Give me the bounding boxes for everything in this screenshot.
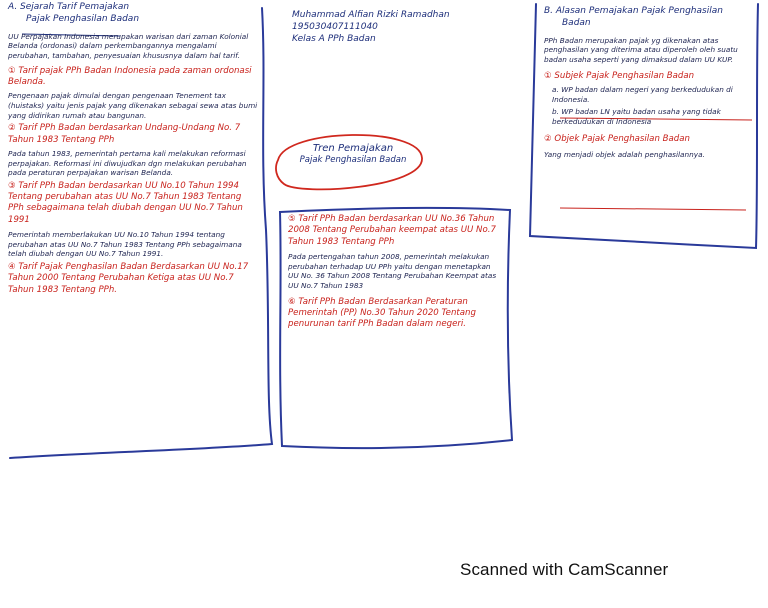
left-item2-heading: ② Tarif PPh Badan berdasarkan Undang-Undang No. 7 Tahun 1983 Tentang PPh [8, 123, 241, 145]
right-title-line1: B. Alasan Pemajakan Pajak Penghasilan [544, 6, 723, 16]
left-title-line1: A. Sejarah Tarif Pemajakan [8, 2, 130, 12]
bubble-line1: Tren Pemajakan [312, 143, 394, 154]
left-item1-heading: ① Tarif pajak PPh Badan Indonesia pada zaman ordonasi Belanda. [8, 65, 252, 87]
right-objek-heading: ② Objek Pajak Penghasilan Badan [544, 134, 690, 145]
author-name: Muhammad Alfian Rizki Ramadhan [292, 10, 450, 20]
left-title-line2: Pajak Penghasilan Badan [26, 13, 140, 24]
right-subjek-a: a. WP badan dalam negeri yang berkedudukan di Indonesia. [552, 84, 733, 104]
author-nim: 195030407111040 [292, 21, 378, 32]
middle-item6-heading: ⑥ Tarif PPh Badan Berdasarkan Peraturan Pemerintah (PP) No.30 Tahun 2020 Tentang penurunan tarif PPh Badan dalam negeri. [288, 296, 476, 330]
left-item3-heading: ③ Tarif PPh Badan berdasarkan UU No.10 Tahun 1994 Tentang perubahan atas UU No.7 Tahun 1983 Tentang PPh sebagaimana telah diubah dengan UU No.7 Tahun 1991 [8, 180, 243, 225]
right-section [544, 6, 754, 159]
right-objek-underline [560, 208, 746, 210]
author-kelas: Kelas A PPh Badan [292, 33, 376, 44]
right-objek-body: Yang menjadi objek adalah penghasilannya. [544, 149, 705, 159]
left-item4-heading: ④ Tarif Pajak Penghasilan Badan Berdasarkan UU No.17 Tahun 2000 Tentang Perubahan Ketiga atas UU No.7 Tahun 1983 Tentang PPh. [8, 262, 249, 295]
middle-item5-heading: ⑤ Tarif PPh Badan berdasarkan UU No.36 Tahun 2008 Tentang Perubahan keempat atas UU No.7 Tahun 1983 Tentang PPh [288, 214, 496, 247]
right-title-line2: Badan [562, 17, 591, 28]
camscanner-watermark: Scanned with CamScanner [460, 560, 669, 579]
right-subjek-b: b. WP badan LN yaitu badan usaha yang tidak berkedudukan di Indonesia [552, 107, 721, 126]
left-item2-body: Pada tahun 1983, pemerintah pertama kali melakukan reformasi perpajakan. Reformasi ini diwujudkan dgn melakukan perubahan pada peraturan perpajakan warisan Belanda. [8, 148, 247, 178]
bubble-line2: Pajak Penghasilan Badan [299, 155, 407, 166]
left-item3-body: Pemerintah memberlakukan UU No.10 Tahun 1994 tentang perubahan atas UU No.7 Tahun 1983 Tentang PPh sebagaimana telah diubah dengan UU No.7 Tahun 1991. [8, 230, 242, 259]
left-item1-body: Pengenaan pajak dimulai dengan pengenaan Tenement tax (huistaks) yaitu jenis pajak yang dikenakan sebagai sewa atas bumi yang didirikan rumah atau bangunan. [8, 91, 258, 120]
author-info [292, 10, 492, 46]
middle-item5-body: Pada pertengahan tahun 2008, pemerintah melakukan perubahan terhadap UU PPh yaitu dengan menetapkan UU No. 36 Tahun 2008 Tentang Perubahan Keempat atas UU No.7 Tahun 1983 [288, 252, 497, 290]
middle-box-content [288, 214, 502, 331]
left-intro: UU Perpajakan Indonesia merupakan warisan dari zaman Kolonial Belanda (ordonasi) dalam perkembangannya mengalami perubahan, tambahan, penyesuaian khususnya dalam hal tarif. [8, 31, 249, 60]
bubble-text [290, 142, 416, 166]
left-section [8, 2, 258, 296]
right-intro: PPh Badan merupakan pajak yg dikenakan atas penghasilan yang diterima atau diperoleh oleh suatu badan usaha seperti yang dimaksud dalam UU KUP. [544, 35, 738, 64]
right-subjek-heading: ① Subjek Pajak Penghasilan Badan [544, 70, 695, 81]
